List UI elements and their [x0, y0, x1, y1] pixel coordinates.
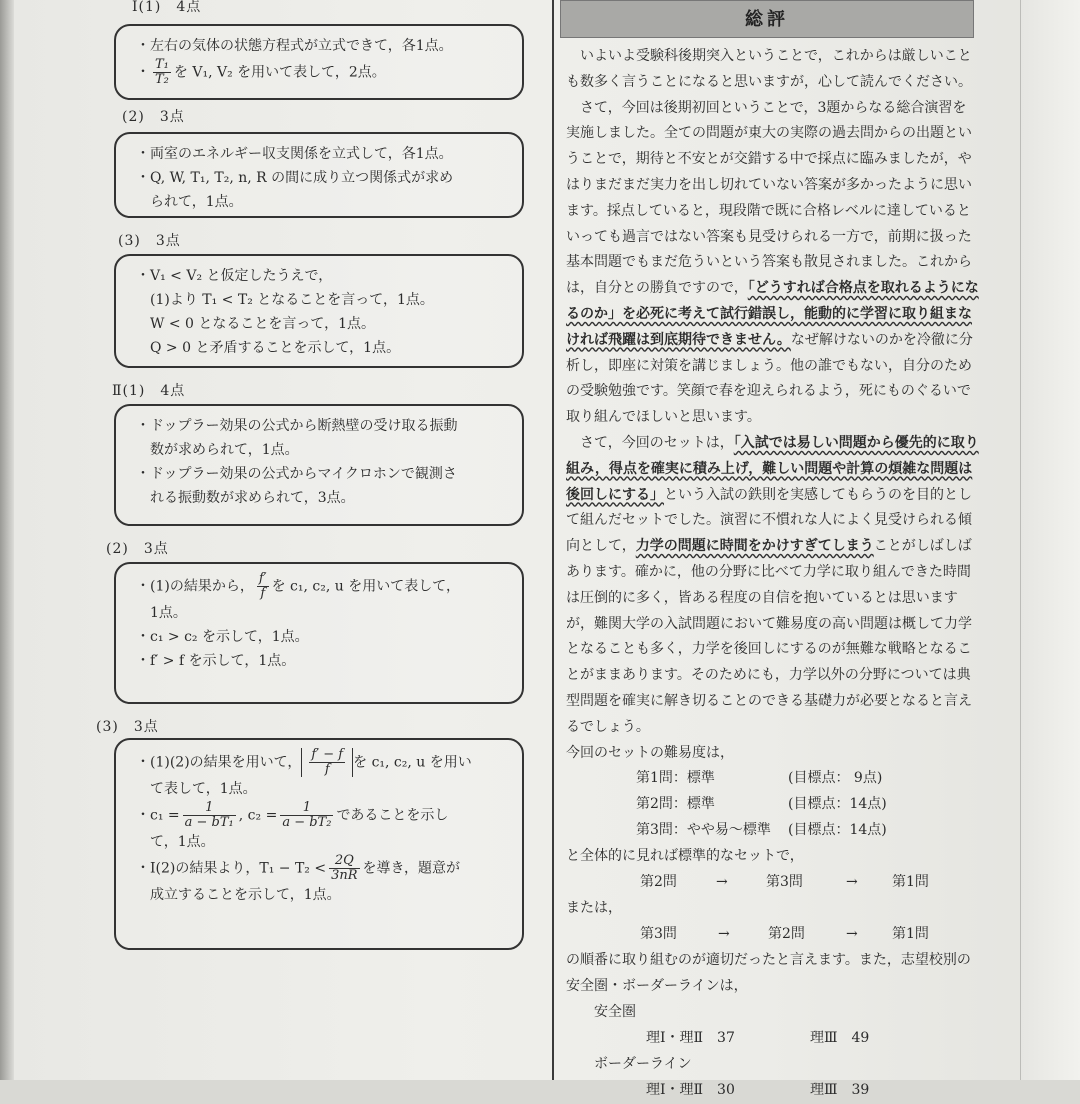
criteria-text: ・(1)(2)の結果を用いて，: [136, 754, 302, 771]
safe-zone-label: 安全圏: [594, 1003, 636, 1020]
adjacent-page: [1020, 0, 1080, 1080]
fraction: [329, 854, 359, 883]
criteria-line: [136, 572, 512, 601]
difficulty-target: (目標点： 9点): [788, 770, 883, 787]
criteria-box-5: [114, 562, 524, 704]
score-b: 理Ⅲ 39: [810, 1081, 870, 1098]
criteria-line: 数が求められて，1点。: [136, 442, 299, 458]
score-a: 理Ⅰ・理Ⅱ 37: [646, 1029, 735, 1046]
page-title: 総評: [745, 9, 789, 30]
criteria-text: ・Ⅰ(2)の結果より，T₁ − T₂ <: [136, 860, 327, 877]
section-header-bar: [560, 0, 974, 38]
criteria-line: て表して，1点。: [136, 781, 257, 797]
general-review-column: [566, 44, 980, 1104]
order-item: 第2問: [640, 874, 677, 891]
criteria-line: [136, 748, 512, 777]
difficulty-intro: 今回のセットの難易度は，: [566, 744, 734, 761]
paragraph-text: さて，今回は後期初回ということで，3題からなる総合演習を実施しました。全ての問題が東大の実際の過去問からの出題ということで，期待と不安とが交錯する中で採点に臨みましたが，やはりまだまだ実力を出し切れていない答案が多かったように思います。採点していると，現段階で既に合格レベルに達しているといっても過言ではない答案も見受けられる一方で，前期に扱った基本問題でもまだ危ういという答案も散見されました。これからは，自分との勝負ですので，: [566, 99, 972, 297]
fraction: [309, 748, 345, 777]
order-item: 第2問: [768, 925, 805, 942]
fraction: [153, 58, 171, 87]
criteria-line: ・f′ > f を示して，1点。: [136, 653, 296, 669]
criteria-line: 成立することを示して，1点。: [136, 887, 341, 903]
difficulty-row: [566, 766, 980, 792]
safe-zone-row: [566, 1026, 980, 1052]
arrow: →: [846, 925, 858, 942]
paragraph: いよいよ受験科後期突入ということで，これからは厳しいことも数多く言うことになると思いますが，心して読んでください。: [566, 48, 972, 90]
criteria-line: られて，1点。: [136, 194, 243, 210]
borderline-label-row: [566, 1052, 980, 1078]
fraction: [280, 801, 333, 830]
criteria-text: を V₁, V₂ を用いて表して，2点。: [173, 64, 386, 81]
criteria-line: ・c₁ > c₂ を示して，1点。: [136, 629, 309, 645]
criteria-line: ・Q, W, T₁, T₂, n, R の間に成り立つ関係式が求め: [136, 170, 454, 186]
order-row: [566, 922, 980, 948]
difficulty-question: 第3問：やや易〜標準: [636, 822, 771, 839]
criteria-box-6: [114, 738, 524, 950]
absolute-value: [301, 748, 353, 777]
paragraph: [566, 96, 980, 431]
scoring-criteria-column: [96, 0, 540, 1080]
paragraph-text: さて，今回のセットは，: [580, 434, 734, 451]
section-heading: (2) 3点: [122, 109, 185, 125]
fraction: [183, 801, 236, 830]
order-row: [566, 870, 980, 896]
column-divider: [552, 0, 554, 1080]
criteria-line: [136, 801, 512, 830]
criteria-box-3: [114, 254, 524, 368]
criteria-text: を c₁, c₂, u を用い: [353, 754, 472, 771]
criteria-text: を導き，題意が: [362, 860, 460, 877]
bullet: ・: [136, 64, 150, 81]
section-heading: Ⅱ(1) 4点: [112, 383, 186, 399]
denominator: a − bT₂: [282, 815, 332, 830]
difficulty-question: 第1問：標準: [636, 770, 715, 787]
paragraph: [566, 431, 980, 741]
criteria-box-4: [114, 404, 524, 526]
numerator: T₁: [155, 57, 169, 72]
criteria-line: ・ドップラー効果の公式から断熱壁の受け取る振動: [136, 418, 458, 434]
criteria-line: ・ドップラー効果の公式からマイクロホンで観測さ: [136, 466, 457, 482]
criteria-line: て，1点。: [136, 834, 215, 850]
criteria-line: (1)より T₁ < T₂ となることを言って，1点。: [136, 292, 434, 308]
criteria-text: , c₂ =: [238, 807, 278, 824]
difficulty-row: [566, 792, 980, 818]
order-item: 第3問: [766, 874, 803, 891]
denominator: T₂: [155, 72, 169, 87]
safe-zone-label-row: [566, 1000, 980, 1026]
criteria-line: W < 0 となることを言って，1点。: [136, 316, 376, 332]
denominator: f: [260, 586, 266, 601]
criteria-line: ・左右の気体の状態方程式が立式できて，各1点。: [136, 38, 453, 54]
arrow: →: [718, 925, 730, 942]
difficulty-target: (目標点：14点): [788, 796, 887, 813]
criteria-line: [136, 58, 512, 87]
section-heading: (3) 3点: [96, 719, 159, 735]
numerator: 1: [280, 801, 333, 816]
difficulty-question: 第2問：標準: [636, 796, 715, 813]
paragraph-text: なぜ解けないのかを冷徹に分析し，即座に対策を講じましょう。他の誰でもない，自分のための受験勉強です。笑顔で春を迎えられるよう，死にものぐるいで取り組んでほしいと思います。: [566, 331, 973, 426]
criteria-text: であることを示し: [336, 807, 449, 824]
section-heading: (2) 3点: [106, 541, 169, 557]
order-item: 第1問: [892, 925, 929, 942]
borderline-row: [566, 1078, 980, 1104]
arrow: →: [716, 874, 728, 891]
numerator: f′: [258, 571, 267, 586]
order-item: 第1問: [892, 874, 929, 891]
criteria-text: ・(1)の結果から，: [136, 578, 254, 595]
criteria-text: ・c₁ =: [136, 807, 180, 824]
criteria-line: れる振動数が求められて，3点。: [136, 490, 355, 506]
paragraph-text: という入試の鉄則を実感してもらうのを目的として組んだセットでした。演習に不慣れな人によく見受けられる傾向として，: [566, 486, 972, 555]
section-heading: Ⅰ(1) 4点: [132, 0, 202, 15]
score-b: 理Ⅲ 49: [810, 1029, 870, 1046]
difficulty-row: [566, 818, 980, 844]
paragraph: と全体的に見れば標準的なセットで，: [566, 848, 804, 865]
order-item: 第3問: [640, 925, 677, 942]
score-a: 理Ⅰ・理Ⅱ 30: [646, 1081, 735, 1098]
criteria-line: ・両室のエネルギー収支関係を立式して，各1点。: [136, 146, 453, 162]
criteria-line: [136, 854, 512, 883]
difficulty-target: (目標点：14点): [788, 822, 887, 839]
denominator: a − bT₁: [184, 815, 234, 830]
page-edge-shadow: [0, 0, 14, 1080]
arrow: →: [846, 874, 858, 891]
criteria-box-1: [114, 24, 524, 100]
numerator: 1: [183, 801, 236, 816]
numerator: 2Q: [329, 854, 359, 869]
criteria-box-2: [114, 132, 524, 218]
criteria-line: 1点。: [136, 605, 187, 621]
denominator: 3nR: [331, 868, 358, 883]
section-heading: (3) 3点: [118, 233, 181, 249]
criteria-line: Q > 0 と矛盾することを示して，1点。: [136, 340, 401, 356]
emphasized-text: 「入試では易しい問題から優先的に取り組み，得点を確実に積み上げ，難しい問題や計算の煩雑な問題は後回しにする」: [566, 434, 979, 503]
fraction: [257, 572, 269, 601]
paragraph: の順番に取り組むのが適切だったと言えます。また，志望校別の安全圏・ボーダーラインは，: [566, 951, 971, 994]
criteria-line: ・V₁ < V₂ と仮定したうえで，: [136, 268, 333, 284]
emphasized-text: 力学の問題に時間をかけすぎてしまう: [635, 538, 874, 555]
paragraph: または，: [566, 900, 622, 917]
numerator: f′ − f: [311, 747, 344, 762]
borderline-label: ボーダーライン: [594, 1055, 692, 1072]
emphasized-text: 「どうすれば合格点を取れるようになるのか」を必死に考えて試行錯誤し，能動的に学習に取り組まなければ飛躍は到底期待できません。: [566, 280, 979, 348]
denominator: f: [324, 762, 330, 777]
criteria-text: を c₁, c₂, u を用いて表して，: [271, 578, 460, 595]
paragraph-text: ことがしばしばあります。確かに，他の分野に比べて力学に取り組んできた時間は圧倒的に多く，皆ある程度の自信を抱いているとは思いますが，難関大学の入試問題において難易度の高い問題は概して力学となることも多く，力学を後回しにするのが無難な戦略となることがままあります。そのためにも，力学以外の分野については典型問題を確実に解き切ることのできる基礎力が必要となると言えるでしょう。: [566, 538, 972, 735]
